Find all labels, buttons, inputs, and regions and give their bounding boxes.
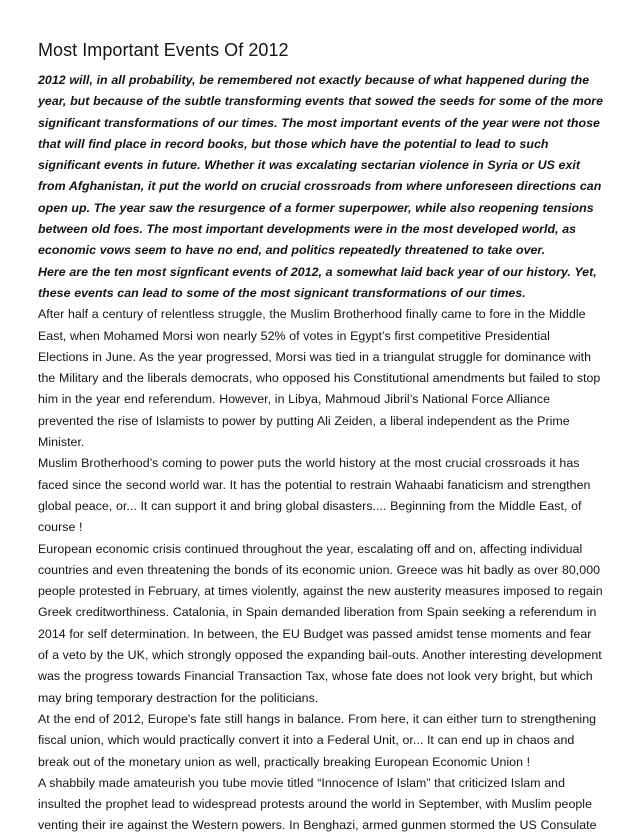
body-paragraph: Muslim Brotherhood’s coming to power puts the world history at the most crucial crossroads it has faced since the second world war. It has the potential to restrain Wahaabi fanaticism and strengthen global peace, or... It can support it and bring global disasters.... Beginning from the Middle East, of course ! [38,456,591,535]
page-title: Most Important Events Of 2012 [38,40,289,60]
body-paragraph: At the end of 2012, Europe's fate still hangs in balance. From here, it can either turn to strengthening fiscal union, which would practically convert it into a Federal Unit, or... It can end up in chaos and break out of the monetary union as well, practically breaking European Economic Union ! [38,711,597,769]
body-paragraph: European economic crisis continued throughout the year, escalating off and on, affecting individual countries and even threatening the bonds of its economic union. Greece was hit badly as over 80,000 people protested in February, at times violently, against the new austerity measures imposed to regain Greek creditworthiness. Catalonia, in Spain demanded liberation from Spain seeking a referendum in 2014 for self determination. In between, the EU Budget was passed amidst tense moments and fear of a veto by the UK, which strongly opposed the expanding bail-outs. Another interesting development was the progress towards Financial Transaction Tax, whose fate does not look very bright, but which may bring temporary destraction for the politicians. [38,541,603,705]
intro-paragraph: Here are the ten most signficant events of 2012, a somewhat laid back year of our history. Yet, these events can lead to some of the most signicant transformations of our times. [38,264,597,300]
intro-paragraph: 2012 will, in all probability, be remembered not exactly because of what happened during the year, but because of the subtle transforming events that sowed the seeds for some of the more significant transformations of our times. The most important events of the year were not those that will find place in record books, but those which have the potential to lead to such significant events in future. Whether it was excalating sectarian violence in Syria or US exit from Afghanistan, it put the world on crucial crossroads from where unforeseen directions can open up. The year saw the resurgence of a former superpower, while also reopening tensions between old foes. The most important developments were in the most developed world, as economic vows seem to have no end, and politics repeatedly threatened to take over. [38,73,604,258]
body-paragraph: A shabbily made amateurish you tube movie titled “Innocence of Islam” that criticized Islam and insulted the prophet lead to widespread protests around the world in September, with Muslim people venting their ire against the Western powers. In Benghazi, armed gunmen stormed the US Consulate [38,775,597,833]
document-page [38,38,604,837]
body-paragraph: After half a century of relentless struggle, the Muslim Brotherhood finally came to fore in the Middle East, when Mohamed Morsi won nearly 52% of votes in Egypt’s first competitive Presidential Elections in June. As the year progressed, Morsi was tied in a triangulat struggle for dominance with the Military and the liberals democrats, who opposed his Constitutional amendments but failed to stop him in the year end referendum. However, in Libya, Mahmoud Jibril’s National Force Alliance prevented the rise of Islamists to power by putting Ali Zeiden, a liberal independent as the Prime Minister. [38,307,601,450]
